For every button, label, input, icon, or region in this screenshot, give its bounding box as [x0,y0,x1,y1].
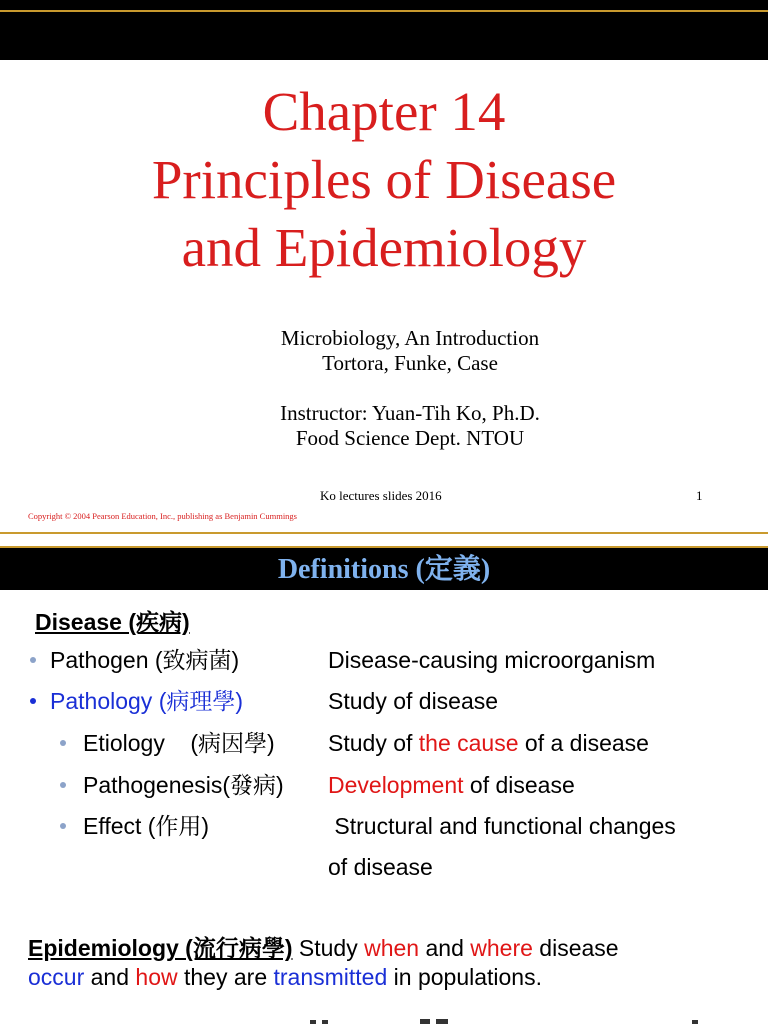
def-pathology: Study of disease [328,688,499,714]
def-effect-line-2: of disease [328,854,433,880]
term-pathogenesis: Pathogenesis(發病) [83,772,284,798]
def-pathogen: Disease-causing microorganism [328,647,656,673]
def-effect: Structural and functional changes [328,813,676,839]
term-etiology: Etiology (病因學) [83,730,275,756]
def-highlight: Development [328,772,464,798]
def-text: of a disease [518,730,649,756]
book-title: Microbiology, An Introduction [280,326,540,350]
def-text: of disease [463,772,575,798]
department: Food Science Dept. NTOU [295,426,525,450]
cutoff-text-fragment [310,1016,710,1024]
epi-where: where [470,935,533,961]
course-info [0,326,768,451]
term-effect: Effect (作用) [83,813,210,839]
term-pathogen: Pathogen (致病菌) [50,647,240,673]
slide-footer: Ko lectures slides 2016 [320,488,442,503]
definitions-title: Definitions (定義) [277,554,491,585]
title-line-2: Principles of Disease [151,149,617,210]
copyright-notice: Copyright © 2004 Pearson Education, Inc., publishing as Benjamin Cummings [28,511,297,521]
chapter-title [0,78,768,282]
epi-transmitted: transmitted [273,964,388,990]
bullet-icon [60,740,66,746]
bullet-icon [30,657,36,663]
title-line-1: Chapter 14 [262,81,506,142]
page-number: 1 [696,488,703,503]
epi-text: disease [532,935,619,961]
epi-text: in populations. [387,964,542,990]
def-pathogenesis [328,771,575,799]
title-line-3: and Epidemiology [181,217,587,278]
instructor: Instructor: Yuan-Tih Ko, Ph.D. [280,401,540,425]
def-etiology [328,729,649,757]
bullet-icon [30,698,36,704]
term-pathology: Pathology (病理學) [50,688,244,714]
def-text: Study of [328,730,419,756]
epi-when: when [364,935,420,961]
definitions-header-bar [0,546,768,590]
gold-rule [0,10,768,12]
epidemiology-paragraph [28,934,748,992]
epi-how: how [135,964,178,990]
slide-2 [0,534,768,1024]
disease-heading: Disease (疾病) [35,609,190,635]
bullet-icon [60,823,66,829]
epi-text: Study [292,935,365,961]
epi-text: and [84,964,136,990]
gold-rule [0,546,768,548]
epi-occur: occur [28,964,85,990]
authors: Tortora, Funke, Case [322,351,498,375]
epi-text: they are [177,964,274,990]
def-highlight: the cause [418,730,519,756]
epi-text: and [419,935,471,961]
epidemiology-heading: Epidemiology (流行病學) [28,935,293,961]
bullet-icon [60,782,66,788]
top-bar [0,0,768,60]
